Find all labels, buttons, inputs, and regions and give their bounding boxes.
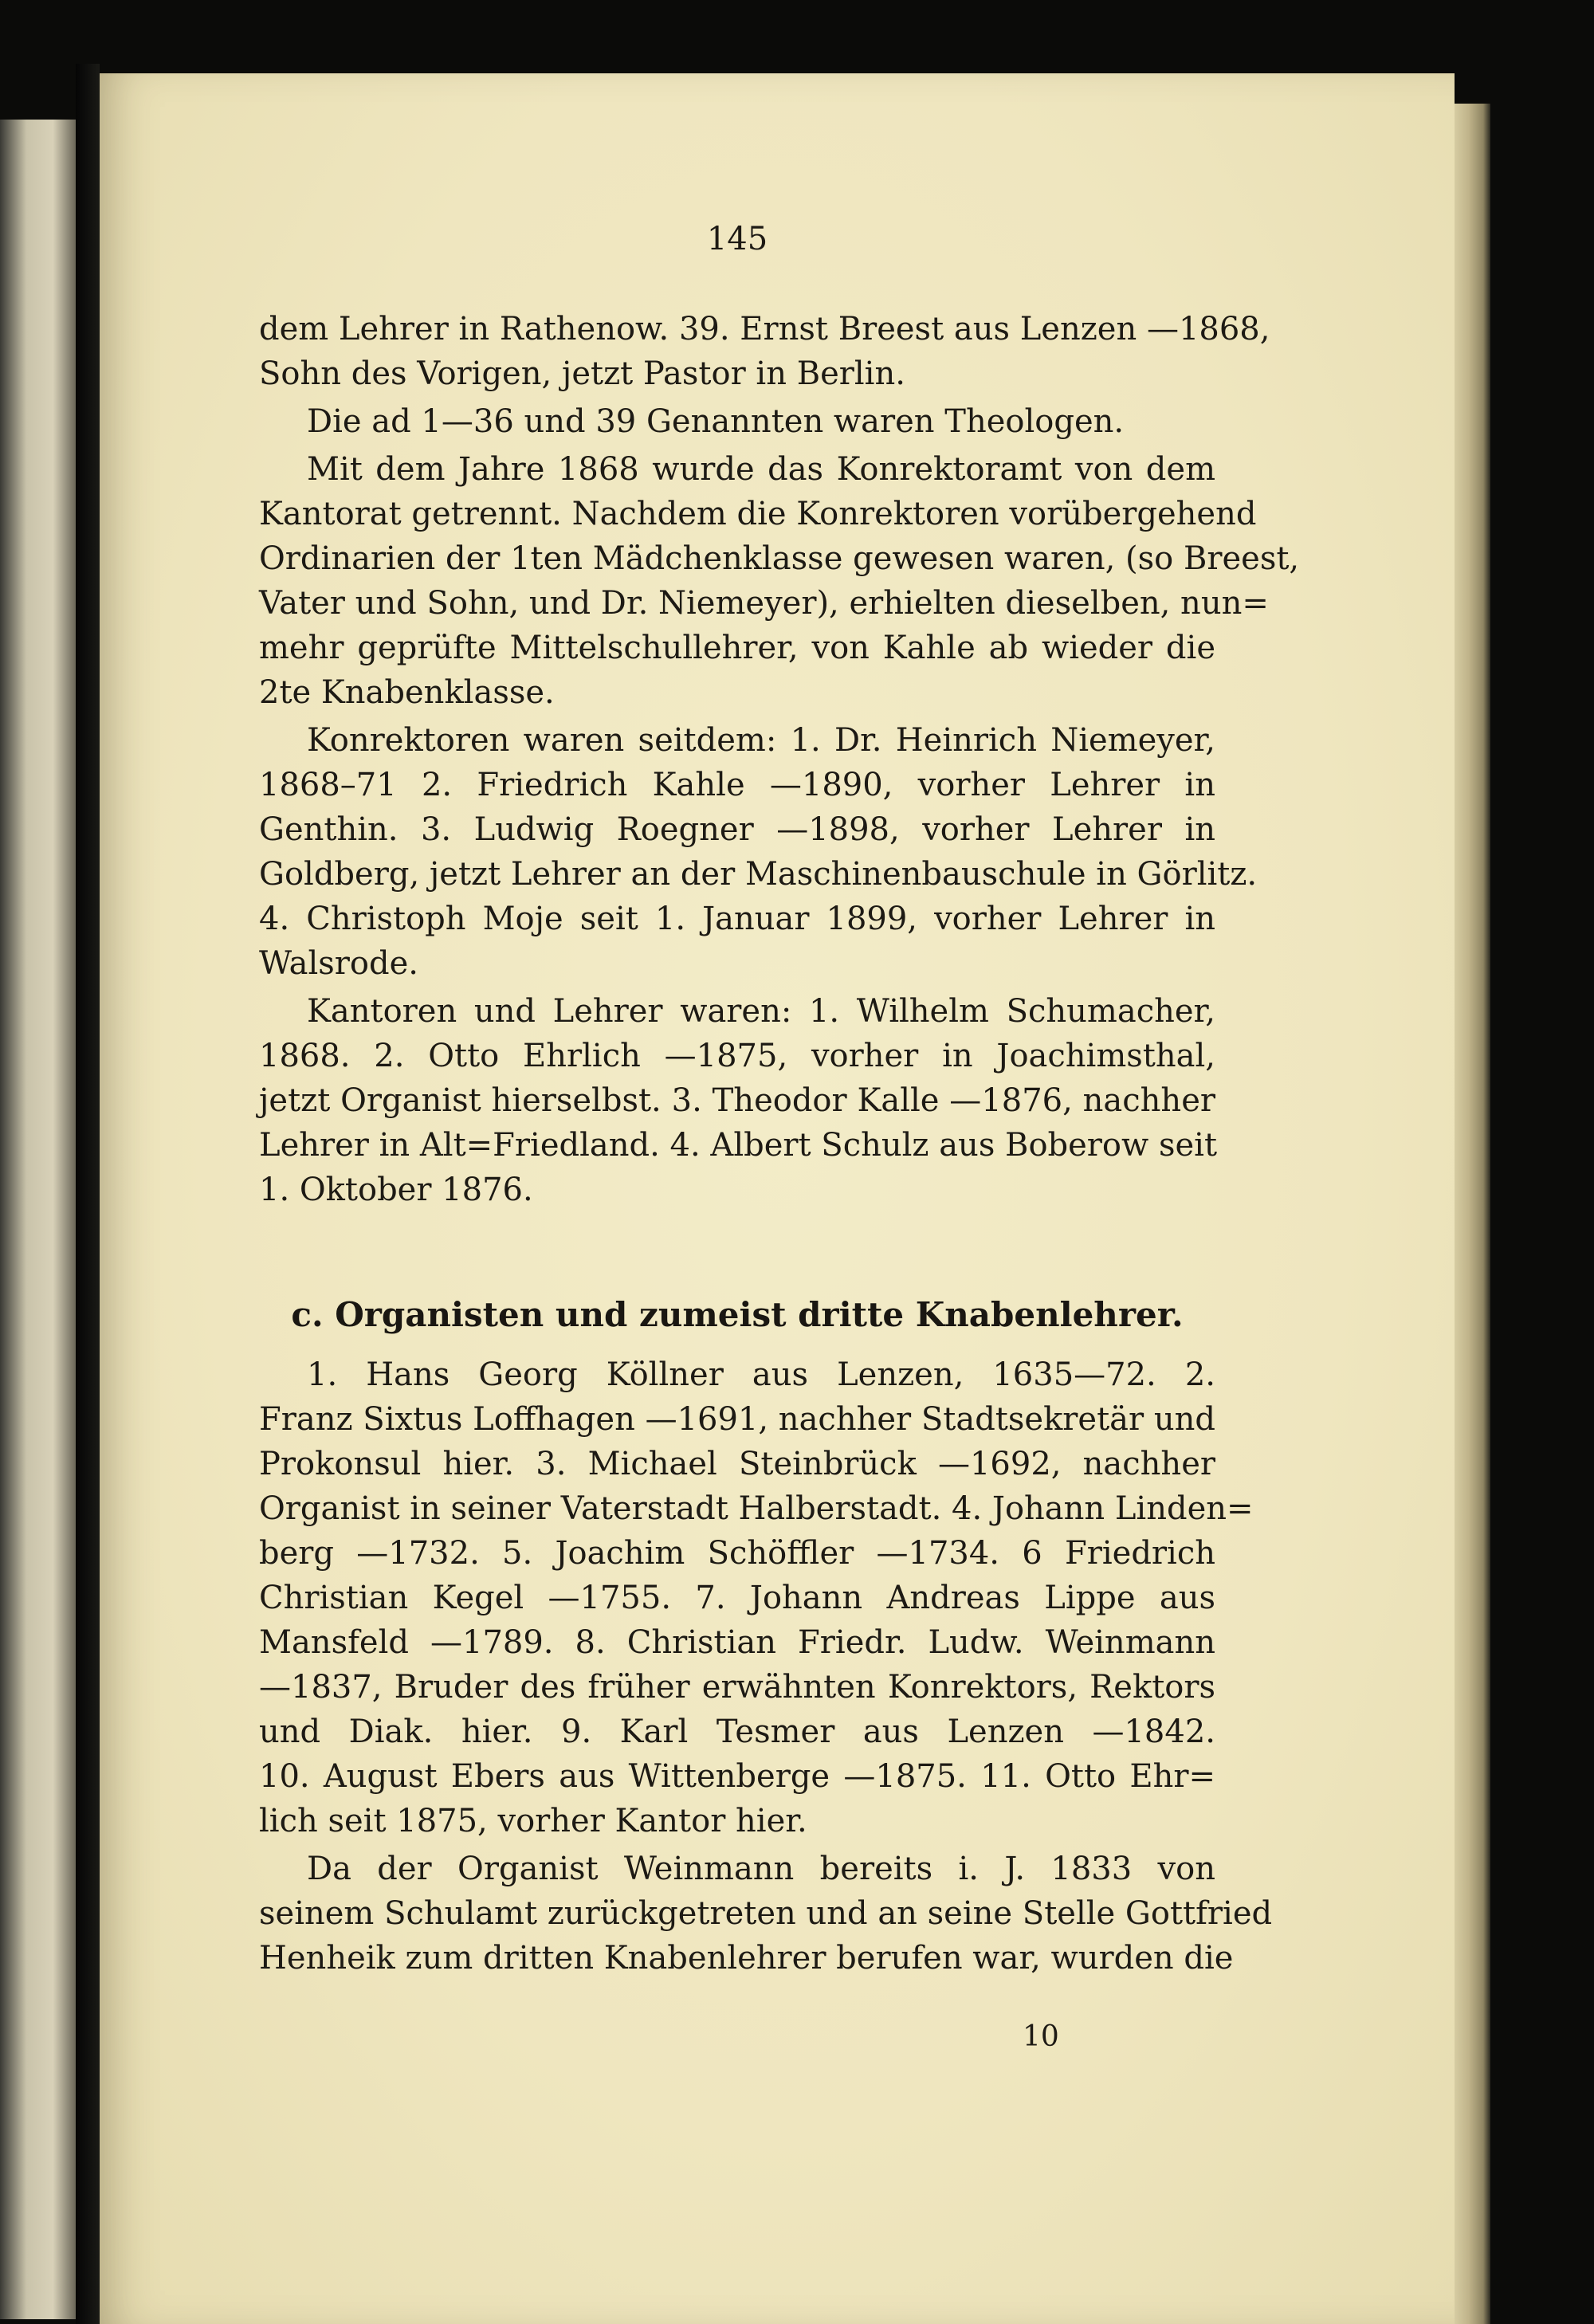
text-line: Franz Sixtus Loffhagen —1691, nachher Stadtsekretär und	[259, 1401, 1215, 1438]
text-line: Prokonsul hier. 3. Michael Steinbrück —1692, nachher	[259, 1446, 1215, 1482]
text-line: Organist in seiner Vaterstadt Halberstadt. 4. Johann Linden=	[259, 1490, 1254, 1527]
text-line: 1. Hans Georg Köllner aus Lenzen, 1635—72. 2.	[307, 1356, 1215, 1393]
text-line: Konrektoren waren seitdem: 1. Dr. Heinrich Niemeyer,	[307, 722, 1215, 759]
text-line: dem Lehrer in Rathenow. 39. Ernst Breest aus Lenzen —1868,	[259, 311, 1270, 347]
page-text-block	[259, 211, 1300, 2084]
text-line: Vater und Sohn, und Dr. Niemeyer), erhielten dieselben, nun=	[259, 585, 1269, 622]
page-number: 145	[706, 221, 768, 257]
text-line: lich seit 1875, vorher Kantor hier.	[259, 1803, 807, 1839]
text-line: Kantoren und Lehrer waren: 1. Wilhelm Schumacher,	[307, 993, 1215, 1030]
left-page-edge	[0, 120, 76, 2319]
section-heading: c. Organisten und zumeist dritte Knabenlehrer.	[291, 1295, 1184, 1334]
text-line: Da der Organist Weinmann bereits i. J. 1833 von	[307, 1851, 1215, 1887]
text-line: Walsrode.	[259, 945, 418, 982]
page-stack-edge	[1455, 104, 1490, 2324]
text-line: Henheik zum dritten Knabenlehrer berufen war, wurden die	[259, 1940, 1234, 1977]
text-line: und Diak. hier. 9. Karl Tesmer aus Lenzen —1842.	[259, 1714, 1215, 1750]
text-line: Genthin. 3. Ludwig Roegner —1898, vorher Lehrer in	[259, 811, 1215, 848]
text-line: 10. August Ebers aus Wittenberge —1875. 11. Otto Ehr=	[259, 1758, 1215, 1795]
text-line: 1868. 2. Otto Ehrlich —1875, vorher in Joachimsthal,	[259, 1038, 1215, 1074]
text-line: 1. Oktober 1876.	[259, 1172, 533, 1208]
text-line: Christian Kegel —1755. 7. Johann Andreas Lippe aus	[259, 1580, 1215, 1616]
text-line: Kantorat getrennt. Nachdem die Konrektoren vorübergehend	[259, 496, 1257, 532]
text-line: Die ad 1—36 und 39 Genannten waren Theologen.	[307, 403, 1125, 440]
signature-mark: 10	[1023, 2020, 1059, 2053]
text-line: mehr geprüfte Mittelschullehrer, von Kahle ab wieder die	[259, 630, 1215, 666]
text-line: Lehrer in Alt=Friedland. 4. Albert Schulz aus Boberow seit	[259, 1127, 1218, 1164]
text-line: berg —1732. 5. Joachim Schöffler —1734. 6 Friedrich	[259, 1535, 1215, 1572]
text-line: 2te Knabenklasse.	[259, 674, 555, 711]
text-line: —1837, Bruder des früher erwähnten Konrektors, Rektors	[259, 1669, 1215, 1706]
text-line: Mit dem Jahre 1868 wurde das Konrektoramt von dem	[307, 451, 1215, 488]
text-line: Sohn des Vorigen, jetzt Pastor in Berlin.	[259, 355, 905, 392]
text-line: 1868–71 2. Friedrich Kahle —1890, vorher Lehrer in	[259, 767, 1215, 803]
text-line: Ordinarien der 1ten Mädchenklasse gewesen waren, (so Breest,	[259, 540, 1300, 577]
text-line: 4. Christoph Moje seit 1. Januar 1899, vorher Lehrer in	[259, 901, 1215, 937]
book-spine-shadow	[76, 64, 100, 2324]
text-line: Mansfeld —1789. 8. Christian Friedr. Ludw. Weinmann	[259, 1624, 1215, 1661]
text-line: jetzt Organist hierselbst. 3. Theodor Kalle —1876, nachher	[259, 1082, 1215, 1119]
text-line: Goldberg, jetzt Lehrer an der Maschinenbauschule in Görlitz.	[259, 856, 1258, 893]
text-line: seinem Schulamt zurückgetreten und an seine Stelle Gottfried	[259, 1895, 1273, 1932]
